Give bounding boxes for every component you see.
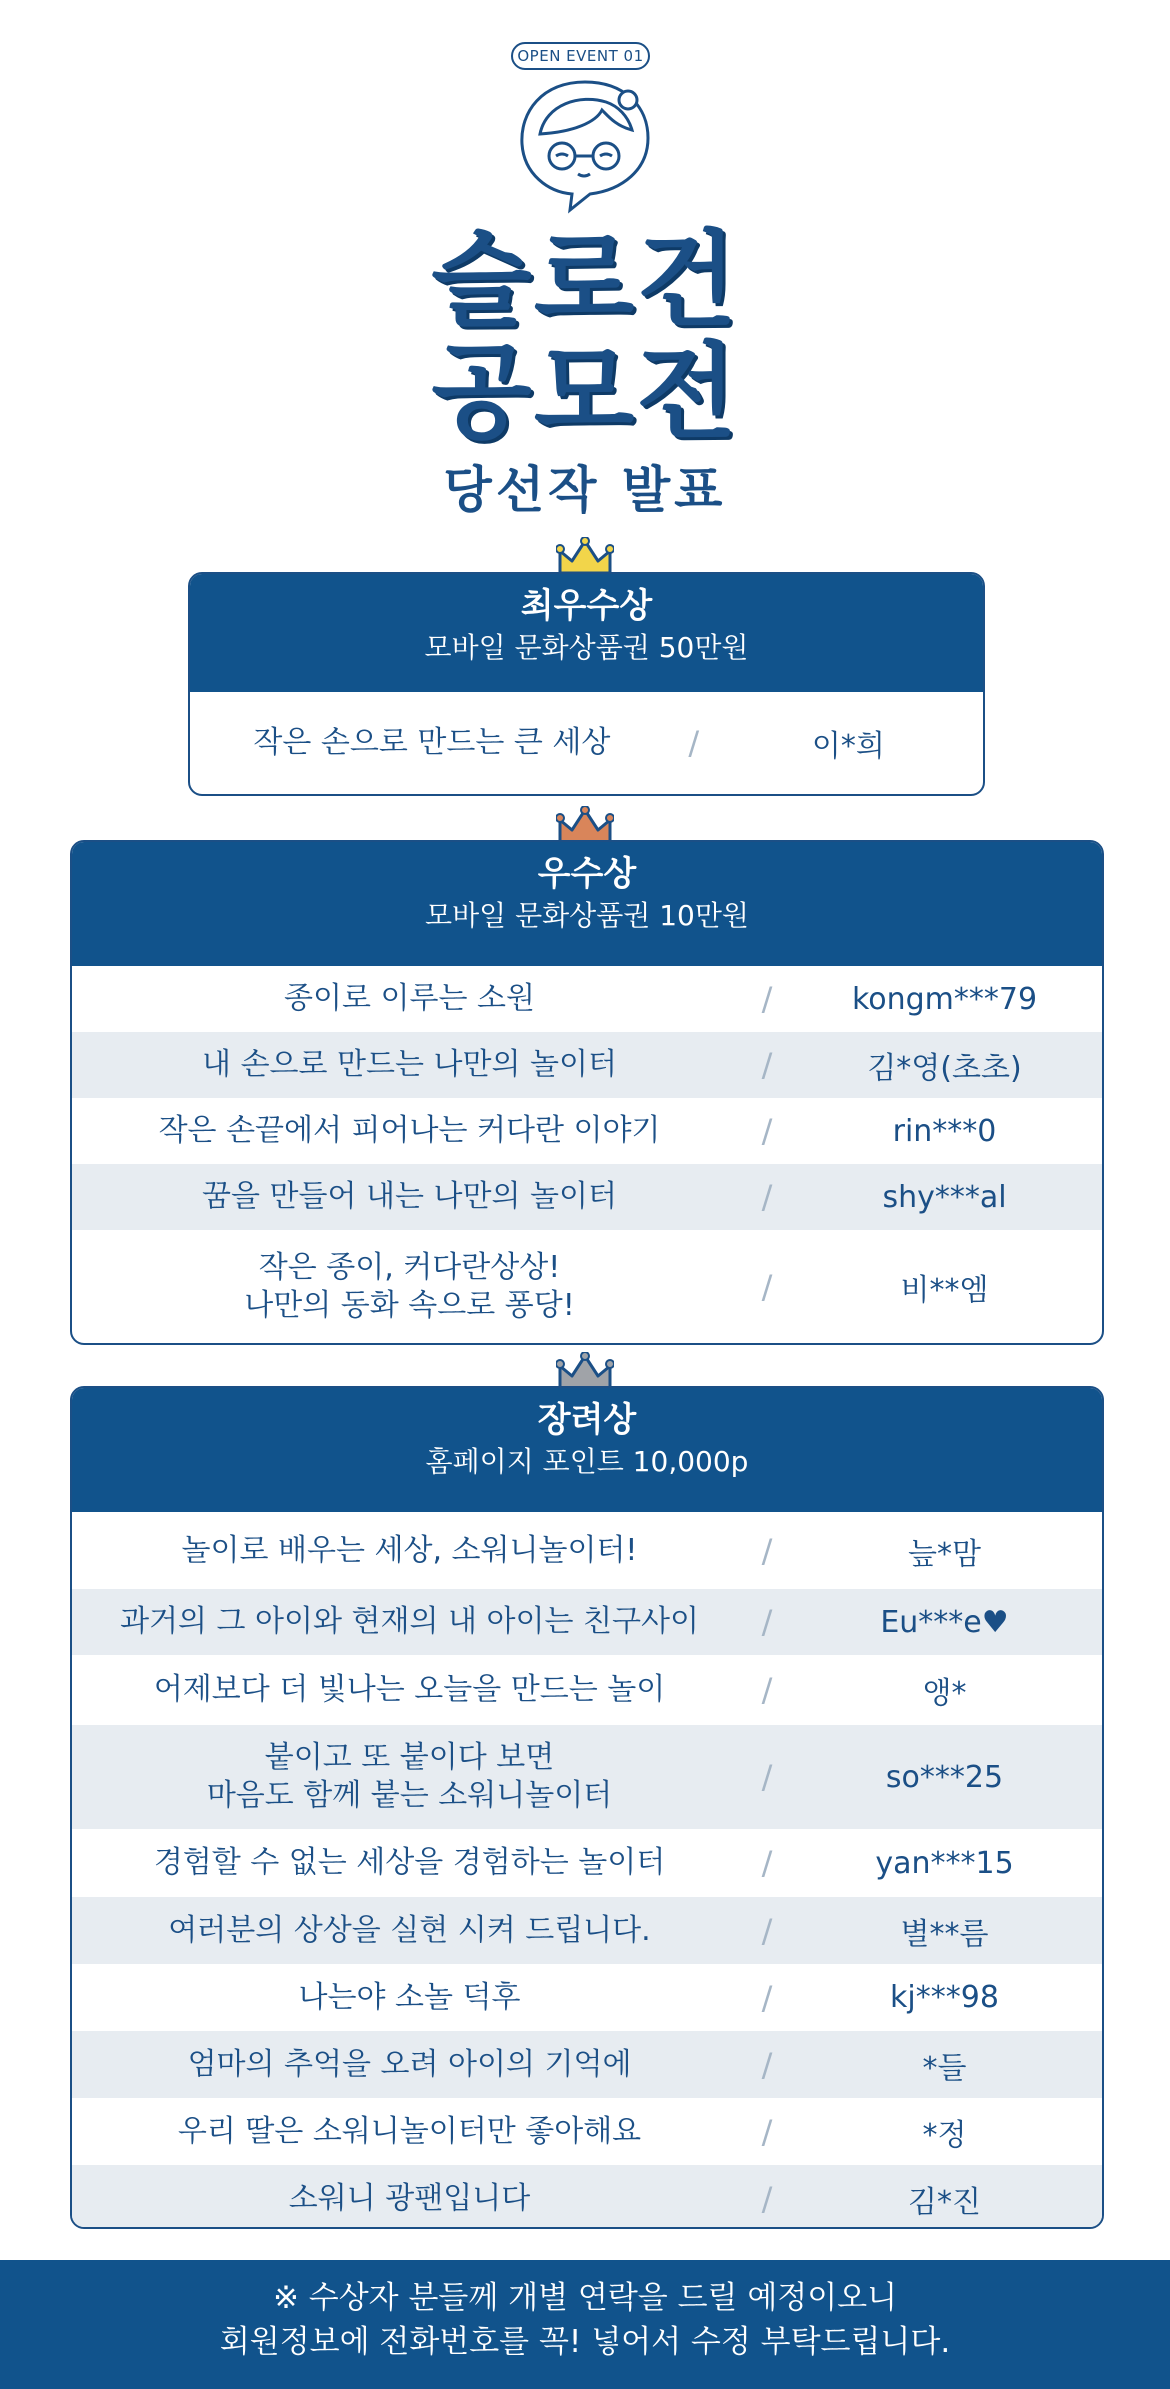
entry-winner: 늪*맘: [908, 1536, 981, 1572]
separator: /: [761, 1267, 773, 1306]
gold-crown-icon: [556, 537, 614, 577]
title-line-2: 공모전: [431, 331, 739, 453]
entry-winner: 김*진: [908, 2184, 981, 2220]
entry-title: 내 손으로 만드는 나만의 놀이터: [202, 1047, 617, 1082]
entry-winner: yan***15: [875, 1845, 1014, 1881]
entry-winner: 비**엠: [900, 1272, 989, 1308]
entry-title: 작은 손으로 만드는 큰 세상: [253, 725, 611, 760]
entry-row: [72, 1164, 1102, 1230]
entry-row: [72, 1964, 1102, 2031]
entry-title: 과거의 그 아이와 현재의 내 아이는 친구사이: [120, 1604, 699, 1639]
entry-title: 엄마의 추억을 오려 아이의 기억에: [187, 2046, 632, 2082]
separator: /: [761, 1112, 773, 1150]
entry-row: [72, 2098, 1102, 2165]
entry-row: [72, 1655, 1102, 1725]
entry-row: [72, 1589, 1102, 1655]
separator: /: [761, 1978, 773, 2017]
entry-winner: kj***98: [890, 1980, 999, 2015]
separator: /: [761, 1046, 773, 1084]
separator: /: [761, 1911, 773, 1950]
separator: /: [761, 980, 773, 1018]
entry-title: 종이로 이루는 소원: [284, 981, 535, 1016]
separator: /: [761, 1844, 773, 1882]
prize-description: 모바일 문화상품권 10만원: [425, 899, 749, 932]
notice-line-2: [0, 2320, 1170, 2364]
entry-row: [72, 1897, 1102, 1964]
entry-title: 경험할 수 없는 세상을 경험하는 놀이터: [153, 1845, 666, 1880]
entry-row: [72, 2031, 1102, 2098]
encouragement-prize-header: [72, 1388, 1102, 1512]
entry-row: [72, 2165, 1102, 2229]
award-name: 장려상: [537, 1400, 637, 1440]
entry-winner: 별**름: [900, 1916, 989, 1952]
title-subtitle: 당선작 발표: [443, 461, 727, 519]
separator: /: [761, 1178, 773, 1216]
notice-highlight: 회원정보에 전화번호를 꼭! 넣어서 수정: [220, 2320, 751, 2364]
entry-row: [72, 966, 1102, 1032]
separator: /: [761, 1603, 773, 1641]
separator: /: [761, 2112, 773, 2151]
excellence-prize-header: [72, 842, 1102, 966]
entry-title: 작은 종이, 커다란상상! 나만의 동화 속으로 퐁당!: [244, 1249, 575, 1323]
award-name: 최우수상: [520, 586, 653, 626]
entry-row: [72, 1098, 1102, 1164]
grand-prize-header: [190, 574, 983, 692]
entry-row: [72, 1230, 1102, 1343]
entry-row: [72, 1512, 1102, 1589]
separator: /: [761, 2179, 773, 2218]
entry-title: 나는야 소놀 덕후: [298, 1979, 521, 2015]
entry-title: 놀이로 배우는 세상, 소워니놀이터!: [181, 1532, 638, 1568]
notice-footer: [0, 2260, 1170, 2389]
entry-winner: rin***0: [892, 1113, 997, 1149]
entry-title: 우리 딸은 소워니놀이터만 좋아해요: [177, 2113, 642, 2149]
entry-row: [72, 1829, 1102, 1897]
entry-title: 작은 손끝에서 피어나는 커다란 이야기: [158, 1113, 661, 1148]
award-name: 우수상: [537, 854, 637, 894]
notice-line-2-rest: 부탁드립니다.: [750, 2324, 951, 2360]
title-line-1: 슬로건: [431, 219, 739, 341]
entry-winner: shy***al: [882, 1179, 1007, 1215]
encouragement-prize-card: [70, 1386, 1104, 2229]
excellence-prize-card: [70, 840, 1104, 1345]
entry-title: 소워니 광팬입니다: [288, 2180, 531, 2216]
separator: /: [761, 1671, 773, 1709]
entry-winner: 이*희: [811, 729, 885, 764]
entry-winner: *들: [922, 2050, 967, 2086]
prize-description: 홈페이지 포인트 10,000p: [425, 1445, 749, 1478]
mascot-icon: [510, 74, 660, 214]
entry-title: 꿈을 만들어 내는 나만의 놀이터: [202, 1179, 617, 1214]
entry-winner: *정: [922, 2117, 967, 2153]
separator: /: [761, 2045, 773, 2084]
prize-description: 모바일 문화상품권 50만원: [424, 631, 749, 664]
entry-winner: Eu***e♥: [880, 1604, 1009, 1640]
notice-line-1: ※ 수상자 분들께 개별 연락을 드릴 예정이오니: [272, 2280, 898, 2316]
entry-title: 붙이고 또 붙이다 보면 마음도 함께 붙는 소워니놀이터: [206, 1740, 613, 1813]
entry-title: 여러분의 상상을 실현 시켜 드립니다.: [168, 1912, 651, 1948]
entry-winner: so***25: [885, 1759, 1004, 1795]
entry-winner: 앵*: [922, 1676, 967, 1711]
entry-row: [190, 692, 983, 794]
entry-winner: 김*영(초초): [867, 1051, 1022, 1086]
entry-winner: kongm***79: [851, 981, 1038, 1017]
separator: /: [761, 1758, 773, 1796]
event-badge: OPEN EVENT 01: [511, 42, 650, 70]
separator: /: [688, 724, 700, 762]
entry-title: 어제보다 더 빛나는 오늘을 만드는 놀이: [153, 1672, 666, 1707]
entry-row: [72, 1725, 1102, 1829]
separator: /: [761, 1531, 773, 1570]
entry-row: [72, 1032, 1102, 1098]
grand-prize-card: [188, 572, 985, 796]
